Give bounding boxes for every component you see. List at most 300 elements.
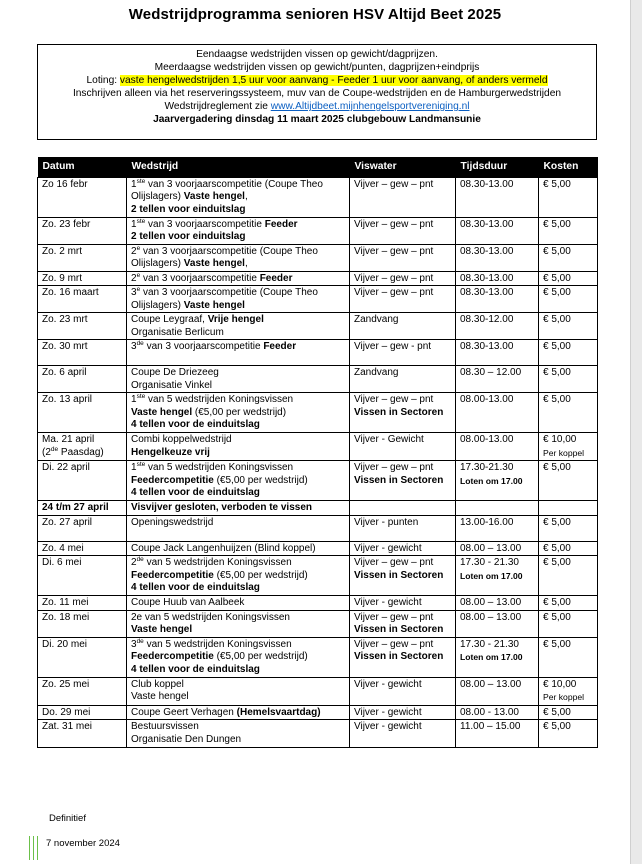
cell-datum bbox=[38, 677, 127, 705]
cell-tijdsduur bbox=[456, 556, 539, 596]
cell-kosten bbox=[539, 720, 598, 748]
cell-kosten bbox=[539, 217, 598, 244]
wedstrijd-text: van 3 voorjaarscompetitie bbox=[143, 341, 264, 352]
ordinal-suffix: e bbox=[136, 286, 141, 293]
wedstrijd-line-1 bbox=[131, 612, 346, 625]
cell-kosten bbox=[539, 244, 598, 271]
wedstrijd-text: 1 bbox=[131, 462, 137, 473]
cell-viswater bbox=[350, 433, 456, 461]
cell-kosten bbox=[539, 637, 598, 677]
tijdsduur-text: 08.00 – 13.00 bbox=[460, 611, 522, 623]
wedstrijd-line-2 bbox=[131, 231, 346, 244]
datum-text: Zo. 18 mei bbox=[42, 611, 90, 623]
table-row bbox=[38, 433, 598, 461]
wedstrijd-line-1 bbox=[131, 179, 346, 192]
kosten-text: € 5,00 bbox=[543, 272, 571, 284]
wedstrijd-text: van 3 voorjaarscompetitie bbox=[145, 218, 265, 230]
cell-wedstrijd bbox=[127, 461, 350, 501]
cell-tijdsduur bbox=[456, 705, 539, 720]
wedstrijd-bold: Feeder bbox=[263, 341, 297, 352]
wedstrijd-text: Coupe Huub van Aalbeek bbox=[131, 597, 245, 608]
reglement-label: Wedstrijdreglement zie bbox=[164, 101, 271, 112]
wedstrijd-line-1 bbox=[131, 341, 346, 354]
cell-viswater bbox=[350, 610, 456, 637]
viswater-text: Vijver – gew - pnt bbox=[354, 341, 432, 352]
cell-kosten bbox=[539, 313, 598, 340]
wedstrijd-text: Club koppel bbox=[131, 678, 184, 690]
kosten-text: € 5,00 bbox=[543, 245, 571, 257]
cell-tijdsduur bbox=[456, 286, 539, 313]
cell-datum bbox=[38, 366, 127, 393]
datum-text: Zo. 4 mei bbox=[42, 542, 84, 554]
table-row bbox=[38, 720, 598, 748]
datum-text: Zo 16 febr bbox=[42, 178, 88, 190]
viswater-text: Vijver - gewicht bbox=[354, 597, 422, 608]
tijdsduur-text: 17.30-21.30 bbox=[460, 462, 514, 473]
wedstrijd-bold: Hengelkeuze vrij bbox=[131, 446, 210, 458]
cell-datum bbox=[38, 393, 127, 433]
viswater-text: Vijver – gew – pnt bbox=[354, 462, 434, 473]
cell-datum bbox=[38, 556, 127, 596]
table-row bbox=[38, 596, 598, 611]
viswater-text: Vijver – gew – pnt bbox=[354, 245, 434, 257]
cell-kosten bbox=[539, 501, 598, 516]
table-row bbox=[38, 313, 598, 340]
wedstrijd-line-2 bbox=[131, 191, 346, 204]
tijdsduur-text: 08.00 - 13.00 bbox=[460, 706, 519, 718]
col-header-datum: Datum bbox=[38, 157, 127, 177]
cell-datum bbox=[38, 705, 127, 720]
cell-datum bbox=[38, 610, 127, 637]
wedstrijd-bold: Feeder bbox=[259, 272, 293, 284]
cell-wedstrijd bbox=[127, 313, 350, 340]
cell-wedstrijd bbox=[127, 610, 350, 637]
kosten-text: € 10,00 bbox=[543, 434, 577, 445]
cell-tijdsduur bbox=[456, 244, 539, 271]
wedstrijd-text: Combi koppelwedstrijd bbox=[131, 434, 232, 445]
cell-datum bbox=[38, 177, 127, 217]
cell-tijdsduur bbox=[456, 501, 539, 516]
info-line-4: Inschrijven alleen via het reserveringssysteem, muv van de Coupe-wedstrijden en de Hamburgerwedstrijden bbox=[72, 88, 562, 99]
wedstrijd-text: van 3 voorjaarscompetitie bbox=[140, 272, 260, 284]
viswater-note: Vissen in Sectoren bbox=[354, 406, 444, 418]
wedstrijd-text: van 5 wedstrijden Koningsvissen bbox=[145, 394, 294, 405]
cell-kosten bbox=[539, 271, 598, 286]
cell-wedstrijd bbox=[127, 501, 350, 516]
wedstrijd-bold: (Hemelsvaartdag) bbox=[236, 706, 321, 718]
wedstrijd-line-1 bbox=[131, 707, 346, 720]
col-header-viswater: Viswater bbox=[350, 157, 456, 177]
viswater-text: Vijver - gewicht bbox=[354, 706, 422, 718]
cell-viswater bbox=[350, 366, 456, 393]
wedstrijd-line-1 bbox=[131, 639, 346, 652]
tijdsduur-text: 08.00-13.00 bbox=[460, 434, 514, 445]
datum-text: Zo. 23 febr bbox=[42, 218, 91, 230]
wedstrijd-text: Olijslagers) bbox=[131, 191, 184, 202]
cell-kosten bbox=[539, 596, 598, 611]
wedstrijd-line-1 bbox=[131, 502, 346, 515]
tijdsduur-text: 08.30 – 12.00 bbox=[460, 367, 522, 378]
wedstrijd-text: Coupe Jack Langenhuijzen (Blind koppel) bbox=[131, 542, 316, 554]
viswater-text: Vijver - punten bbox=[354, 516, 419, 528]
cell-datum bbox=[38, 433, 127, 461]
datum-text: Di. 22 april bbox=[42, 462, 90, 473]
wedstrijd-text: Olijslagers) bbox=[131, 299, 184, 311]
table-row bbox=[38, 340, 598, 366]
datum-text: Ma. 21 april bbox=[42, 434, 95, 445]
cell-kosten bbox=[539, 433, 598, 461]
wedstrijd-bold: Vaste hengel bbox=[131, 624, 193, 635]
cell-wedstrijd bbox=[127, 705, 350, 720]
cell-kosten bbox=[539, 393, 598, 433]
datum-text: Zo. 13 april bbox=[42, 394, 93, 405]
cell-tijdsduur bbox=[456, 677, 539, 705]
wedstrijd-line-1 bbox=[131, 557, 346, 570]
datum-text: Zo. 30 mrt bbox=[42, 341, 88, 352]
wedstrijd-text: (€5,00 per wedstrijd) bbox=[213, 651, 308, 662]
wedstrijd-text: 3 bbox=[131, 287, 137, 298]
datum-text: Zo. 11 mei bbox=[42, 597, 89, 608]
cell-viswater bbox=[350, 705, 456, 720]
viswater-text: Vijver - gewicht bbox=[354, 678, 422, 690]
wedstrijd-text: Coupe Leygraaf, bbox=[131, 314, 208, 325]
wedstrijd-text: 3 bbox=[131, 341, 137, 352]
col-header-wedstrijd: Wedstrijd bbox=[127, 157, 350, 177]
wedstrijd-line-2 bbox=[131, 651, 346, 664]
cell-datum bbox=[38, 461, 127, 501]
cell-datum bbox=[38, 596, 127, 611]
datum-text: Zo. 2 mrt bbox=[42, 245, 83, 257]
kosten-text: € 5,00 bbox=[543, 638, 571, 650]
ordinal-suffix: e bbox=[136, 271, 141, 279]
wedstrijd-text: Olijslagers) bbox=[131, 258, 184, 269]
tijdsduur-text: 08.30-13.00 bbox=[460, 178, 514, 190]
wedstrijd-line-1 bbox=[131, 597, 346, 610]
cell-wedstrijd bbox=[127, 244, 350, 271]
wedstrijd-line-2 bbox=[131, 475, 346, 488]
cell-tijdsduur bbox=[456, 610, 539, 637]
wedstrijd-line-1 bbox=[131, 273, 346, 286]
datum-text: 24 t/m 27 april bbox=[42, 502, 109, 513]
wedstrijd-text: (€5,00 per wedstrijd) bbox=[213, 474, 308, 486]
cell-kosten bbox=[539, 515, 598, 541]
cell-datum bbox=[38, 244, 127, 271]
tijdsduur-text: 08.30-13.00 bbox=[460, 218, 514, 230]
wedstrijd-bold: Feedercompetitie bbox=[131, 651, 214, 662]
wedstrijd-line-2 bbox=[131, 691, 346, 704]
viswater-text: Zandvang bbox=[354, 314, 399, 325]
viswater-text: Vijver – gew – pnt bbox=[354, 178, 434, 190]
document-status: Definitief bbox=[49, 813, 86, 824]
table-row bbox=[38, 177, 598, 217]
info-line-3 bbox=[38, 74, 596, 87]
table-row bbox=[38, 271, 598, 286]
wedstrijd-text: van 5 wedstrijden Koningsvissen bbox=[143, 557, 292, 568]
datum-text: Zo. 25 mei bbox=[42, 678, 90, 690]
kosten-text: € 5,00 bbox=[543, 611, 571, 623]
kosten-note: Per koppel bbox=[543, 447, 585, 458]
wedstrijd-text: Organisatie Den Dungen bbox=[131, 733, 242, 745]
datum-text: Zo. 23 mrt bbox=[42, 314, 88, 325]
tijdsduur-text: 08.30-13.00 bbox=[460, 245, 514, 257]
cell-viswater bbox=[350, 596, 456, 611]
schedule-table bbox=[37, 157, 598, 748]
table-row bbox=[38, 393, 598, 433]
cell-wedstrijd bbox=[127, 433, 350, 461]
cell-kosten bbox=[539, 705, 598, 720]
datum-text: Zo. 27 april bbox=[42, 516, 93, 528]
datum-note-sup: de bbox=[50, 445, 59, 453]
cell-kosten bbox=[539, 177, 598, 217]
cell-kosten bbox=[539, 541, 598, 556]
viswater-text: Vijver – gew – pnt bbox=[354, 218, 434, 230]
wedstrijd-bold: Visvijver gesloten, verboden te vissen bbox=[131, 502, 313, 513]
wedstrijd-line-1 bbox=[131, 246, 346, 259]
viswater-text: Vijver - gewicht bbox=[354, 542, 422, 554]
wedstrijd-bold: 2 tellen voor einduitslag bbox=[131, 231, 246, 242]
cell-viswater bbox=[350, 217, 456, 244]
cell-wedstrijd bbox=[127, 596, 350, 611]
datum-text: Zo. 16 maart bbox=[42, 287, 99, 298]
kosten-text: € 10,00 bbox=[543, 678, 577, 690]
cell-viswater bbox=[350, 177, 456, 217]
tijdsduur-text: 08.00 – 13.00 bbox=[460, 678, 522, 690]
kosten-text: € 5,00 bbox=[543, 542, 571, 554]
ordinal-suffix: de bbox=[136, 556, 144, 563]
wedstrijd-text: 3 bbox=[131, 638, 137, 650]
ordinal-suffix: e bbox=[136, 244, 141, 252]
cell-viswater bbox=[350, 393, 456, 433]
wedstrijd-text: Coupe Geert Verhagen bbox=[131, 706, 237, 718]
tijdsduur-text: 08.30-12.00 bbox=[460, 314, 514, 325]
wedstrijd-line-2 bbox=[131, 380, 346, 393]
table-row bbox=[38, 677, 598, 705]
info-line-2: Meerdaagse wedstrijden vissen op gewicht/punten, dagprijzen+eindprijs bbox=[154, 62, 480, 73]
wedstrijd-line-1 bbox=[131, 721, 346, 734]
tijdsduur-text: 17.30 - 21.30 bbox=[460, 638, 519, 650]
info-line-5 bbox=[38, 100, 596, 113]
wedstrijd-line-1 bbox=[131, 462, 346, 475]
table-row bbox=[38, 705, 598, 720]
cell-kosten bbox=[539, 556, 598, 596]
kosten-note: Per koppel bbox=[543, 692, 585, 702]
wedstrijd-bold: Feedercompetitie bbox=[131, 569, 214, 581]
kosten-text: € 5,00 bbox=[543, 516, 571, 528]
viswater-text: Vijver - gewicht bbox=[354, 721, 422, 732]
cell-tijdsduur bbox=[456, 637, 539, 677]
wedstrijd-text: 1 bbox=[131, 218, 137, 230]
kosten-text: € 5,00 bbox=[543, 394, 571, 405]
cell-wedstrijd bbox=[127, 340, 350, 366]
wedstrijd-text: , bbox=[244, 258, 248, 269]
cell-wedstrijd bbox=[127, 515, 350, 541]
cell-viswater bbox=[350, 541, 456, 556]
cell-viswater bbox=[350, 461, 456, 501]
cell-kosten bbox=[539, 340, 598, 366]
wedstrijd-line-3: 4 tellen voor de einduitslag bbox=[131, 582, 260, 593]
cell-datum bbox=[38, 313, 127, 340]
wedstrijd-bold: Vaste hengel bbox=[183, 191, 245, 202]
wedstrijd-bold: Vrije hengel bbox=[207, 314, 264, 325]
kosten-text: € 5,00 bbox=[543, 557, 571, 568]
tijdsduur-text: 08.00 – 13.00 bbox=[460, 542, 522, 554]
cell-tijdsduur bbox=[456, 596, 539, 611]
cell-tijdsduur bbox=[456, 340, 539, 366]
table-row bbox=[38, 461, 598, 501]
wedstrijd-line-1 bbox=[131, 517, 346, 530]
kosten-text: € 5,00 bbox=[543, 367, 571, 378]
cell-viswater bbox=[350, 313, 456, 340]
cell-viswater bbox=[350, 244, 456, 271]
wedstrijd-line-1 bbox=[131, 287, 346, 300]
page-title: Wedstrijdprogramma senioren HSV Altijd Beet 2025 bbox=[128, 6, 502, 23]
kosten-text: € 5,00 bbox=[543, 287, 571, 298]
cell-tijdsduur bbox=[456, 217, 539, 244]
tijdsduur-text: 08.00-13.00 bbox=[460, 394, 514, 405]
kosten-text: € 5,00 bbox=[543, 721, 571, 732]
ordinal-suffix: ste bbox=[136, 177, 146, 185]
col-header-kosten: Kosten bbox=[539, 157, 598, 177]
cell-wedstrijd bbox=[127, 556, 350, 596]
tijdsduur-text: 08.30-13.00 bbox=[460, 341, 514, 352]
viswater-note: Vissen in Sectoren bbox=[354, 624, 444, 635]
table-row bbox=[38, 637, 598, 677]
wedstrijd-text: 2 bbox=[131, 557, 137, 568]
cell-datum bbox=[38, 286, 127, 313]
viswater-text: Vijver – gew – pnt bbox=[354, 287, 434, 298]
tijdsduur-text: 08.00 – 13.00 bbox=[460, 597, 522, 608]
datum-text: Di. 20 mei bbox=[42, 638, 88, 650]
table-row bbox=[38, 286, 598, 313]
loten-note: Loten om 17.00 bbox=[460, 570, 523, 581]
tijdsduur-text: 17.30 - 21.30 bbox=[460, 557, 519, 568]
wedstrijd-bold: Vaste hengel bbox=[183, 299, 245, 311]
wedstrijd-bold: Vaste hengel bbox=[183, 258, 245, 269]
wedstrijd-text: (€5,00 per wedstrijd) bbox=[192, 406, 287, 418]
wedstrijd-line-2 bbox=[131, 300, 346, 313]
wedstrijd-line-3: 4 tellen voor de einduitslag bbox=[131, 487, 260, 498]
wedstrijd-line-1 bbox=[131, 314, 346, 327]
cell-kosten bbox=[539, 366, 598, 393]
viswater-note: Vissen in Sectoren bbox=[354, 651, 444, 662]
info-line-1: Eendaagse wedstrijden vissen op gewicht/dagprijzen. bbox=[196, 49, 438, 60]
wedstrijd-line-2 bbox=[131, 734, 346, 747]
wedstrijd-line-2 bbox=[131, 447, 346, 460]
table-row bbox=[38, 541, 598, 556]
info-box bbox=[37, 44, 597, 140]
wedstrijd-text: van 5 wedstrijden Koningsvissen bbox=[143, 638, 292, 650]
kosten-text: € 5,00 bbox=[543, 178, 571, 190]
ordinal-suffix: ste bbox=[136, 461, 146, 468]
tijdsduur-text: 11.00 – 15.00 bbox=[460, 721, 521, 732]
cell-datum bbox=[38, 340, 127, 366]
wedstrijd-line-1 bbox=[131, 367, 346, 380]
wedstrijd-line-2 bbox=[131, 407, 346, 420]
tijdsduur-text: 08.30-13.00 bbox=[460, 272, 514, 284]
cell-tijdsduur bbox=[456, 177, 539, 217]
datum-note-post: Paasdag) bbox=[58, 446, 104, 458]
wedstrijd-line-2 bbox=[131, 624, 346, 637]
wedstrijd-line-1 bbox=[131, 394, 346, 407]
wedstrijd-text: Organisatie Vinkel bbox=[131, 379, 212, 391]
cell-wedstrijd bbox=[127, 177, 350, 217]
cell-viswater bbox=[350, 271, 456, 286]
viswater-text: Vijver – gew – pnt bbox=[354, 638, 434, 650]
cell-wedstrijd bbox=[127, 271, 350, 286]
kosten-text: € 5,00 bbox=[543, 218, 571, 230]
viswater-text: Vijver – gew – pnt bbox=[354, 272, 434, 284]
cell-wedstrijd bbox=[127, 720, 350, 748]
ordinal-suffix: de bbox=[136, 340, 144, 347]
cell-datum bbox=[38, 720, 127, 748]
tijdsduur-text: 08.30-13.00 bbox=[460, 287, 514, 298]
wedstrijd-line-2 bbox=[131, 570, 346, 583]
info-line-6: Jaarvergadering dinsdag 11 maart 2025 clubgebouw Landmansunie bbox=[153, 114, 481, 125]
viswater-text: Vijver – gew – pnt bbox=[354, 394, 434, 405]
wedstrijd-text: Coupe De Driezeeg bbox=[131, 367, 219, 378]
wedstrijd-line-3: 4 tellen voor de einduitslag bbox=[131, 663, 260, 675]
kosten-text: € 5,00 bbox=[543, 462, 571, 473]
cell-wedstrijd bbox=[127, 677, 350, 705]
datum-text: Zat. 31 mei bbox=[42, 721, 93, 732]
cell-viswater bbox=[350, 720, 456, 748]
wedstrijd-bold: Vaste hengel bbox=[131, 406, 193, 418]
cell-datum bbox=[38, 515, 127, 541]
cell-viswater bbox=[350, 286, 456, 313]
cell-viswater bbox=[350, 556, 456, 596]
wedstrijd-text: van 5 wedstrijden Koningsvissen bbox=[145, 462, 294, 473]
cell-kosten bbox=[539, 286, 598, 313]
viewer-scrollbar-edge[interactable] bbox=[630, 0, 642, 864]
wedstrijd-text: 2 bbox=[131, 272, 137, 284]
wedstrijd-line-2 bbox=[131, 327, 346, 340]
wedstrijd-bold: Feedercompetitie bbox=[131, 474, 214, 486]
cell-wedstrijd bbox=[127, 366, 350, 393]
cell-wedstrijd bbox=[127, 541, 350, 556]
cell-wedstrijd bbox=[127, 393, 350, 433]
cell-kosten bbox=[539, 610, 598, 637]
wedstrijd-line-3: 4 tellen voor de einduitslag bbox=[131, 419, 260, 430]
viswater-text: Vijver - Gewicht bbox=[354, 434, 424, 445]
document-date: 7 november 2024 bbox=[46, 838, 120, 849]
table-body bbox=[38, 177, 598, 748]
kosten-text: € 5,00 bbox=[543, 706, 571, 718]
loten-note: Loten om 17.00 bbox=[460, 475, 523, 486]
wedstrijd-text: 1 bbox=[131, 178, 137, 190]
cell-datum bbox=[38, 541, 127, 556]
reglement-link[interactable]: www.Altijdbeet.mijnhengelsportvereniging.nl bbox=[270, 101, 470, 112]
kosten-text: € 5,00 bbox=[543, 597, 571, 608]
cell-wedstrijd bbox=[127, 637, 350, 677]
cell-datum bbox=[38, 271, 127, 286]
cell-datum bbox=[38, 501, 127, 516]
wedstrijd-text: Vaste hengel bbox=[131, 691, 189, 702]
cell-tijdsduur bbox=[456, 366, 539, 393]
table-row bbox=[38, 556, 598, 596]
wedstrijd-text: 1 bbox=[131, 394, 137, 405]
viswater-text: Vijver – gew – pnt bbox=[354, 557, 434, 568]
wedstrijd-text: van 3 voorjaarscompetitie (Coupe Theo bbox=[140, 287, 318, 298]
wedstrijd-text: Organisatie Berlicum bbox=[131, 326, 224, 338]
wedstrijd-text: 2 bbox=[131, 245, 137, 257]
datum-note bbox=[42, 447, 123, 460]
cell-tijdsduur bbox=[456, 433, 539, 461]
cell-tijdsduur bbox=[456, 313, 539, 340]
wedstrijd-bold: Feeder bbox=[264, 218, 298, 230]
cell-viswater bbox=[350, 637, 456, 677]
wedstrijd-line-1 bbox=[131, 679, 346, 692]
wedstrijd-line-2 bbox=[131, 258, 346, 271]
